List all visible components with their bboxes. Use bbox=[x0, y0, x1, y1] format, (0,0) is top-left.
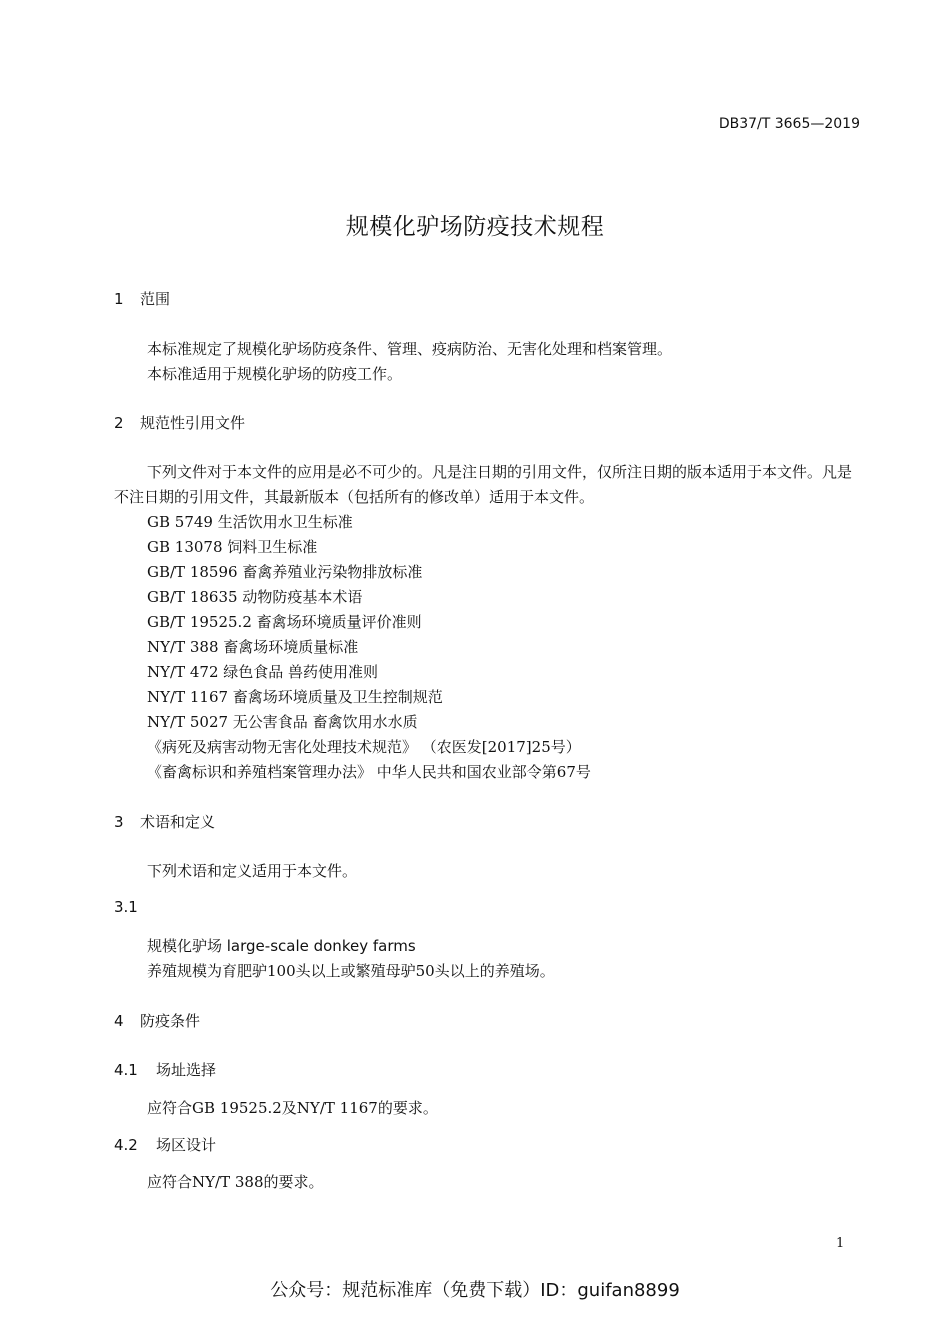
section-number: 3 bbox=[114, 813, 124, 831]
section-3-heading bbox=[114, 811, 215, 832]
section-title: 规范性引用文件 bbox=[140, 414, 246, 432]
subsection-title: 场区设计 bbox=[156, 1136, 217, 1154]
section-number: 4 bbox=[114, 1012, 124, 1030]
footer-watermark-text: 公众号：规范标准库（免费下载）ID：guifan8899 bbox=[270, 1280, 680, 1301]
subsection-4-2-text: 应符合NY/T 388的要求。 bbox=[147, 1173, 324, 1191]
term-definition: 养殖规模为育肥驴100头以上或繁殖母驴50头以上的养殖场。 bbox=[147, 962, 555, 980]
reference-item: 《病死及病害动物无害化处理技术规范》 （农医发[2017]25号） bbox=[147, 738, 581, 756]
section-title: 防疫条件 bbox=[140, 1012, 201, 1030]
subsection-4-2-heading bbox=[114, 1134, 216, 1155]
subsection-4-1-text: 应符合GB 19525.2及NY/T 1167的要求。 bbox=[147, 1099, 438, 1117]
reference-item: GB/T 19525.2 畜禽场环境质量评价准则 bbox=[147, 613, 422, 631]
section-1-paragraph-1: 本标准规定了规模化驴场防疫条件、管理、疫病防治、无害化处理和档案管理。 bbox=[147, 340, 673, 358]
section-number: 2 bbox=[114, 414, 124, 432]
section-number: 1 bbox=[114, 290, 124, 308]
section-4-heading bbox=[114, 1010, 200, 1031]
section-1-heading bbox=[114, 288, 170, 309]
reference-item: 《畜禽标识和养殖档案管理办法》 中华人民共和国农业部令第67号 bbox=[147, 763, 591, 781]
reference-item: NY/T 388 畜禽场环境质量标准 bbox=[147, 638, 359, 656]
reference-item: GB/T 18635 动物防疫基本术语 bbox=[147, 588, 363, 606]
section-1-paragraph-2: 本标准适用于规模化驴场的防疫工作。 bbox=[147, 365, 403, 383]
subsection-number: 4.2 bbox=[114, 1136, 138, 1154]
reference-item: GB/T 18596 畜禽养殖业污染物排放标准 bbox=[147, 563, 423, 581]
section-2-heading bbox=[114, 412, 245, 433]
section-title: 术语和定义 bbox=[140, 813, 216, 831]
subsection-title: 场址选择 bbox=[156, 1061, 217, 1079]
subsection-number: 4.1 bbox=[114, 1061, 138, 1079]
reference-item: NY/T 472 绿色食品 兽药使用准则 bbox=[147, 663, 379, 681]
section-3-intro: 下列术语和定义适用于本文件。 bbox=[147, 862, 358, 880]
section-title: 范围 bbox=[140, 290, 171, 308]
reference-item: NY/T 5027 无公害食品 畜禽饮用水水质 bbox=[147, 713, 418, 731]
reference-item: GB 5749 生活饮用水卫生标准 bbox=[147, 513, 353, 531]
page-number: 1 bbox=[836, 1236, 845, 1251]
term-entry: 规模化驴场 large-scale donkey farms bbox=[147, 937, 416, 955]
reference-item: NY/T 1167 畜禽场环境质量及卫生控制规范 bbox=[147, 688, 443, 706]
subsection-3-1-number: 3.1 bbox=[114, 898, 138, 916]
document-title: 规模化驴场防疫技术规程 bbox=[345, 214, 605, 240]
document-number: DB37/T 3665—2019 bbox=[718, 116, 860, 132]
subsection-4-1-heading bbox=[114, 1059, 216, 1080]
reference-item: GB 13078 饲料卫生标准 bbox=[147, 538, 318, 556]
section-2-intro: 下列文件对于本文件的应用是必不可少的。凡是注日期的引用文件，仅所注日期的版本适用于本文件。凡是不注日期的引用文件，其最新版本（包括所有的修改单）适用于本文件。 bbox=[114, 463, 853, 506]
